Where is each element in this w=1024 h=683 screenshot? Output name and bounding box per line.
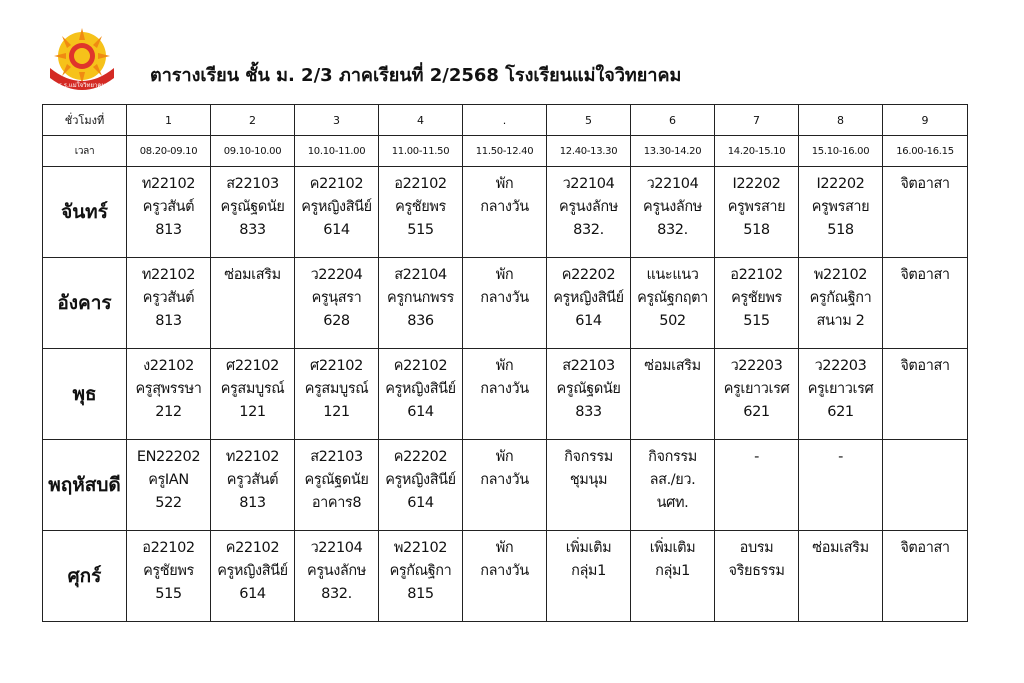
time-slot: 14.20-15.10 xyxy=(715,136,799,167)
schedule-cell xyxy=(715,258,799,349)
period-number: 7 xyxy=(715,105,799,136)
schedule-cell xyxy=(463,531,547,622)
cell-line: ค22102 xyxy=(393,358,448,374)
cell-line: ว22204 xyxy=(310,267,363,283)
time-slot: 11.00-11.50 xyxy=(379,136,463,167)
time-slot: 08.20-09.10 xyxy=(127,136,211,167)
schedule-cell xyxy=(631,349,715,440)
cell-line: - xyxy=(838,449,843,465)
schedule-cell xyxy=(631,440,715,531)
cell-line: ครูนงลักษ xyxy=(643,199,702,215)
cell-line: 628 xyxy=(323,313,350,329)
cell-line: ท22102 xyxy=(225,449,280,465)
cell-line: 813 xyxy=(155,313,182,329)
cell-line: 621 xyxy=(743,404,770,420)
cell-line: ครูณัฐดนัย xyxy=(556,381,621,397)
cell-line: 614 xyxy=(407,495,434,511)
cell-line: 815 xyxy=(407,586,434,602)
cell-line: ค22102 xyxy=(309,176,364,192)
schedule-cell xyxy=(799,258,883,349)
time-slot: 12.40-13.30 xyxy=(547,136,631,167)
schedule-cell xyxy=(127,167,211,258)
schedule-cell xyxy=(211,440,295,531)
cell-line: ว22104 xyxy=(646,176,699,192)
schedule-cell xyxy=(631,167,715,258)
cell-line: 515 xyxy=(407,222,434,238)
cell-line: พัก xyxy=(495,540,514,556)
sun-rays-icon xyxy=(54,28,110,84)
cell-line: 836 xyxy=(407,313,434,329)
cell-line: กิจกรรม xyxy=(564,449,613,465)
cell-line: จริยธรรม xyxy=(728,563,785,579)
cell-line: ครูสุพรรษา xyxy=(135,381,202,397)
cell-line: อาคาร8 xyxy=(311,495,362,511)
time-label: เวลา xyxy=(43,136,127,167)
cell-line: อบรม xyxy=(739,540,774,556)
cell-line: กิจกรรม xyxy=(648,449,697,465)
day-name: พุธ xyxy=(43,349,127,440)
cell-line: 614 xyxy=(407,404,434,420)
schedule-cell xyxy=(883,349,968,440)
cell-line: EN22202 xyxy=(136,449,201,465)
cell-line: 614 xyxy=(323,222,350,238)
cell-line: 614 xyxy=(239,586,266,602)
cell-line: พ22102 xyxy=(393,540,448,556)
schedule-cell xyxy=(463,349,547,440)
cell-line: สนาม 2 xyxy=(816,313,865,329)
time-slot: 09.10-10.00 xyxy=(211,136,295,167)
time-slot: 15.10-16.00 xyxy=(799,136,883,167)
period-number: 4 xyxy=(379,105,463,136)
cell-line: ว22203 xyxy=(730,358,783,374)
cell-line: 522 xyxy=(155,495,182,511)
schedule-cell xyxy=(295,531,379,622)
cell-line: จิตอาสา xyxy=(900,267,950,283)
schedule-cell xyxy=(211,349,295,440)
cell-line: กลุ่ม1 xyxy=(655,563,690,579)
period-number: 3 xyxy=(295,105,379,136)
cell-line: ท22102 xyxy=(141,176,196,192)
cell-line: ค22202 xyxy=(393,449,448,465)
cell-line: 515 xyxy=(155,586,182,602)
day-row xyxy=(43,440,968,531)
cell-line: 518 xyxy=(827,222,854,238)
period-number: . xyxy=(463,105,547,136)
cell-line: - xyxy=(754,449,759,465)
cell-line: ครูนงลักษ xyxy=(559,199,618,215)
schedule-cell xyxy=(883,531,968,622)
schedule-cell xyxy=(883,440,968,531)
cell-line: พัก xyxy=(495,267,514,283)
cell-line: ครูหญิงสินีย์ xyxy=(385,472,456,488)
cell-line: 502 xyxy=(659,313,686,329)
cell-line: นศท. xyxy=(656,495,689,511)
school-logo xyxy=(44,24,120,100)
schedule-cell xyxy=(799,531,883,622)
time-slot: 10.10-11.00 xyxy=(295,136,379,167)
schedule-cell xyxy=(799,167,883,258)
schedule-cell xyxy=(463,167,547,258)
schedule-cell xyxy=(295,167,379,258)
cell-line: จิตอาสา xyxy=(900,176,950,192)
period-number: 5 xyxy=(547,105,631,136)
cell-line: ครูหญิงสินีย์ xyxy=(301,199,372,215)
day-name: อังคาร xyxy=(43,258,127,349)
period-number: 6 xyxy=(631,105,715,136)
schedule-cell xyxy=(715,167,799,258)
cell-line: ว22104 xyxy=(310,540,363,556)
schedule-cell xyxy=(715,440,799,531)
schedule-cell xyxy=(463,440,547,531)
schedule-cell xyxy=(295,349,379,440)
time-slot: 16.00-16.15 xyxy=(883,136,968,167)
period-number: 9 xyxy=(883,105,968,136)
cell-line: ครูกัณฐิกา xyxy=(389,563,452,579)
cell-line: 515 xyxy=(743,313,770,329)
schedule-cell xyxy=(379,167,463,258)
cell-line: ครูนุสรา xyxy=(311,290,362,306)
day-row xyxy=(43,167,968,258)
cell-line: ครูชัยพร xyxy=(731,290,782,306)
cell-line: ครูหญิงสินีย์ xyxy=(385,381,456,397)
schedule-cell xyxy=(211,531,295,622)
schedule-cell xyxy=(295,258,379,349)
schedule-cell xyxy=(547,167,631,258)
cell-line: อ22102 xyxy=(394,176,447,192)
page-title: ตารางเรียน ชั้น ม. 2/3 ภาคเรียนที่ 2/2568 โรงเรียนแม่ใจวิทยาคม xyxy=(150,65,682,86)
cell-line: ครูหญิงสินีย์ xyxy=(553,290,624,306)
cell-line: เพิ่มเติม xyxy=(649,540,696,556)
schedule-cell xyxy=(379,440,463,531)
cell-line: 832. xyxy=(573,222,604,238)
period-number: 2 xyxy=(211,105,295,136)
period-header-row xyxy=(43,105,968,136)
cell-line: ชุมนุม xyxy=(569,472,608,488)
period-number: 8 xyxy=(799,105,883,136)
cell-line: กลุ่ม1 xyxy=(571,563,606,579)
schedule-cell xyxy=(127,531,211,622)
cell-line: ครูสมบูรณ์ xyxy=(304,381,369,397)
cell-line: กลางวัน xyxy=(480,472,529,488)
cell-line: กลางวัน xyxy=(480,199,529,215)
day-row xyxy=(43,349,968,440)
cell-line: ครูณัฐดนัย xyxy=(304,472,369,488)
cell-line: ลส./ยว. xyxy=(649,472,696,488)
cell-line: ว22203 xyxy=(814,358,867,374)
cell-line: ซ่อมเสริม xyxy=(812,540,869,556)
schedule-cell xyxy=(127,349,211,440)
cell-line: 121 xyxy=(323,404,350,420)
cell-line: ท22102 xyxy=(141,267,196,283)
cell-line: ครูณัฐดนัย xyxy=(220,199,285,215)
cell-line: ครูเยาวเรศ xyxy=(807,381,874,397)
cell-line: ว22104 xyxy=(562,176,615,192)
cell-line: แนะแนว xyxy=(646,267,699,283)
timetable xyxy=(42,104,968,622)
cell-line: ศ22102 xyxy=(310,358,363,374)
cell-line: ส22104 xyxy=(394,267,447,283)
cell-line: ง22102 xyxy=(143,358,194,374)
schedule-cell xyxy=(211,258,295,349)
cell-line: ครูพรสาย xyxy=(811,199,870,215)
cell-line: ครูเยาวเรศ xyxy=(723,381,790,397)
schedule-cell xyxy=(715,349,799,440)
schedule-cell xyxy=(547,349,631,440)
cell-line: ซ่อมเสริม xyxy=(644,358,701,374)
schedule-cell xyxy=(799,440,883,531)
cell-line: ครูกนกพรร xyxy=(387,290,454,306)
day-row xyxy=(43,258,968,349)
day-row xyxy=(43,531,968,622)
cell-line: ค22102 xyxy=(225,540,280,556)
cell-line: พัก xyxy=(495,358,514,374)
schedule-cell xyxy=(379,258,463,349)
schedule-cell xyxy=(631,531,715,622)
cell-line: กลางวัน xyxy=(480,381,529,397)
cell-line: กลางวัน xyxy=(480,290,529,306)
cell-line: 614 xyxy=(575,313,602,329)
cell-line: 518 xyxy=(743,222,770,238)
day-name: พฤหัสบดี xyxy=(43,440,127,531)
period-number: 1 xyxy=(127,105,211,136)
cell-line: ครูชัยพร xyxy=(143,563,194,579)
schedule-cell xyxy=(715,531,799,622)
cell-line: ครูชัยพร xyxy=(395,199,446,215)
cell-line: 832. xyxy=(657,222,688,238)
period-label: ชั่วโมงที่ xyxy=(43,105,127,136)
cell-line: I22202 xyxy=(816,176,865,192)
cell-line: 813 xyxy=(155,222,182,238)
schedule-cell xyxy=(547,440,631,531)
cell-line: ครูกัณฐิกา xyxy=(809,290,872,306)
cell-line: ศ22102 xyxy=(226,358,279,374)
cell-line: 833 xyxy=(239,222,266,238)
cell-line: ครูณัฐกฤตา xyxy=(637,290,708,306)
cell-line: เพิ่มเติม xyxy=(565,540,612,556)
cell-line: ค22202 xyxy=(561,267,616,283)
cell-line: ซ่อมเสริม xyxy=(224,267,281,283)
cell-line: 621 xyxy=(827,404,854,420)
cell-line: กลางวัน xyxy=(480,563,529,579)
schedule-cell xyxy=(379,531,463,622)
schedule-cell xyxy=(211,167,295,258)
cell-line: อ22102 xyxy=(142,540,195,556)
schedule-cell xyxy=(547,258,631,349)
schedule-cell xyxy=(379,349,463,440)
schedule-cell xyxy=(127,440,211,531)
cell-line: I22202 xyxy=(732,176,781,192)
day-name: ศุกร์ xyxy=(43,531,127,622)
cell-line: พัก xyxy=(495,449,514,465)
cell-line: ครูIAN xyxy=(148,472,189,488)
time-slot: 11.50-12.40 xyxy=(463,136,547,167)
cell-line: พัก xyxy=(495,176,514,192)
schedule-cell xyxy=(127,258,211,349)
cell-line: ครูวสันต์ xyxy=(226,472,279,488)
cell-line: ส22103 xyxy=(562,358,615,374)
cell-line: ครูนงลักษ xyxy=(307,563,366,579)
schedule-cell xyxy=(295,440,379,531)
cell-line: จิตอาสา xyxy=(900,540,950,556)
cell-line: ส22103 xyxy=(226,176,279,192)
cell-line: 813 xyxy=(239,495,266,511)
schedule-cell xyxy=(463,258,547,349)
schedule-cell xyxy=(883,167,968,258)
cell-line: 212 xyxy=(155,404,182,420)
logo-text: ร.ร.แม่ใจวิทยาคม xyxy=(58,82,106,89)
cell-line: พ22102 xyxy=(813,267,868,283)
cell-line: 832. xyxy=(321,586,352,602)
cell-line: ครูวสันต์ xyxy=(142,290,195,306)
cell-line: 121 xyxy=(239,404,266,420)
cell-line: ครูหญิงสินีย์ xyxy=(217,563,288,579)
cell-line: ครูวสันต์ xyxy=(142,199,195,215)
cell-line: ครูสมบูรณ์ xyxy=(220,381,285,397)
cell-line: 833 xyxy=(575,404,602,420)
schedule-cell xyxy=(631,258,715,349)
schedule-cell xyxy=(799,349,883,440)
schedule-cell xyxy=(547,531,631,622)
time-slot: 13.30-14.20 xyxy=(631,136,715,167)
schedule-cell xyxy=(883,258,968,349)
cell-line: ครูพรสาย xyxy=(727,199,786,215)
cell-line: จิตอาสา xyxy=(900,358,950,374)
cell-line: อ22102 xyxy=(730,267,783,283)
day-name: จันทร์ xyxy=(43,167,127,258)
cell-line: ส22103 xyxy=(310,449,363,465)
time-row xyxy=(43,136,968,167)
